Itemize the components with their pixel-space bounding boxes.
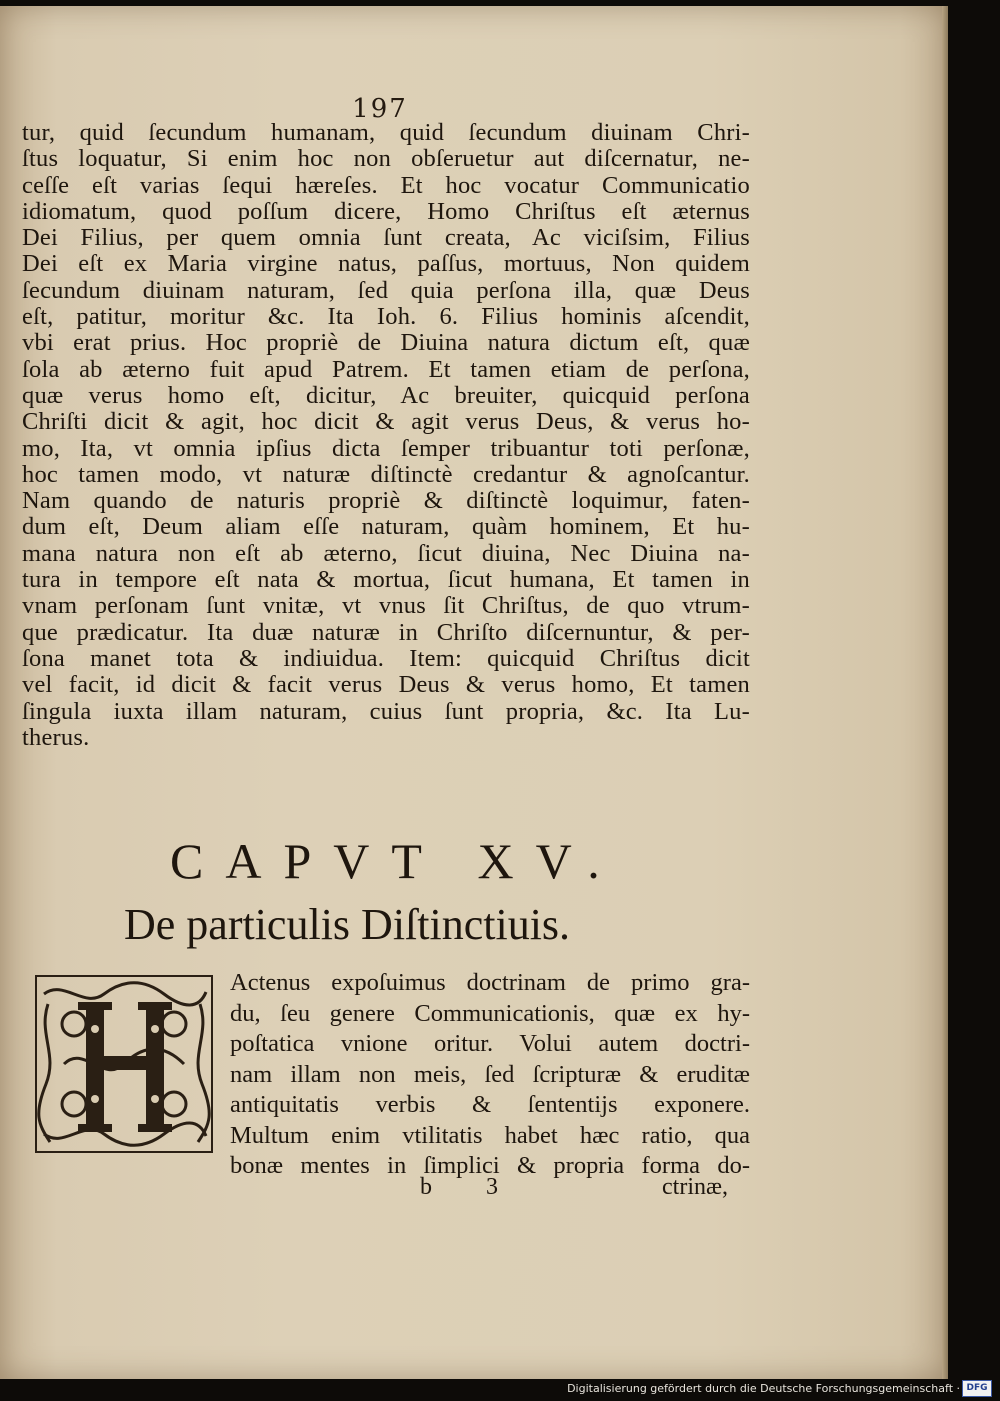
- body-line: Nam quando de naturis propriè & diſtinctè loquimur, faten-: [22, 487, 750, 515]
- body-line: ſola ab æterno fuit apud Patrem. Et tamen etiam de perſona,: [22, 355, 750, 383]
- body-line: hoc tamen modo, vt naturæ diſtinctè credantur & agnoſcantur.: [22, 460, 750, 488]
- page-number: 197: [352, 94, 408, 124]
- body-line: Dei Filius, per quem omnia ſunt creata, Ac viciſsim, Filius: [22, 224, 750, 252]
- body-line: que prædicatur. Ita duæ naturæ in Chriſto diſcernuntur, & per-: [22, 618, 750, 646]
- chapter-heading: CAPVT XV.: [170, 833, 622, 889]
- body-line: tura in tempore eſt nata & mortua, ſicut humana, Et tamen in: [22, 566, 750, 594]
- paragraph-line: antiquitatis verbis & ſententijs exponere.: [230, 1091, 750, 1118]
- body-line: Dei eſt ex Maria virgine natus, paſſus, mortuus, Non quidem: [22, 250, 750, 278]
- body-line: tur, quid ſecundum humanam, quid ſecundum diuinam Chri-: [22, 119, 750, 146]
- paragraph-text: [230, 968, 750, 1182]
- body-line: vel facit, id dicit & facit verus Deus & verus homo, Et tamen: [22, 671, 750, 699]
- paragraph-line: du, ſeu genere Communicationis, quæ ex hy-: [230, 999, 750, 1027]
- book-page: [0, 6, 948, 1379]
- body-line: mana natura non eſt ab æterno, ſicut diuina, Nec Diuina na-: [22, 539, 750, 567]
- body-line: ſona manet tota & indiuidua. Item: quicquid Chriſtus dicit: [22, 644, 750, 672]
- paragraph-line: nam illam non meis, ſed ſcripturæ & eruditæ: [230, 1060, 750, 1088]
- body-line: idiomatum, quod poſſum dicere, Homo Chriſtus eſt æternus: [22, 197, 750, 225]
- paragraph-line: poſtatica vnione oritur. Volui autem doctri-: [230, 1030, 750, 1057]
- decorated-initial-h-icon: [34, 974, 214, 1154]
- body-line: quæ verus homo eſt, dicitur, Ac breuiter, quicquid perſona: [22, 381, 750, 409]
- body-line: ſtus loquatur, Si enim hoc non obſeruetur aut diſcernatur, ne-: [22, 145, 750, 173]
- dfg-logo: DFG: [962, 1380, 992, 1397]
- body-line: vnam perſonam ſunt vnitæ, vt vnus ſit Chriſtus, de quo vtrum-: [22, 592, 750, 620]
- body-text: [22, 120, 750, 751]
- body-line: ſecundum diuinam naturam, ſed quia perſona illa, quæ Deus: [22, 276, 750, 304]
- body-line: ceſſe eſt varias ſequi hæreſes. Et hoc vocatur Communicatio: [22, 171, 750, 199]
- signature-mark: b 3: [420, 1174, 522, 1200]
- digitization-credit: Digitalisierung gefördert durch die Deutsche Forschungsgemeinschaft ·: [567, 1382, 960, 1395]
- body-line: vbi erat prius. Hoc propriè de Diuina natura dictum eſt, quæ: [22, 329, 750, 357]
- page-edge: [942, 6, 948, 1379]
- body-line: Chriſti dicit & agit, hoc dicit & agit verus Deus, & verus ho-: [22, 408, 750, 436]
- catchword: ctrinæ,: [662, 1174, 728, 1200]
- body-line: dum eſt, Deum aliam eſſe naturam, quàm hominem, Et hu-: [22, 513, 750, 541]
- body-line: eſt, patitur, moritur &c. Ita Ioh. 6. Filius hominis aſcendit,: [22, 303, 750, 331]
- chapter-subtitle: De particulis Diſtinctiuis.: [124, 900, 571, 949]
- paragraph-line: Actenus expoſuimus doctrinam de primo gra-: [230, 969, 750, 996]
- paragraph-line: bonæ mentes in ſimplici & propria forma do-: [230, 1152, 750, 1179]
- body-line: ſingula iuxta illam naturam, cuius ſunt propria, &c. Ita Lu-: [22, 697, 750, 725]
- body-line: mo, Ita, vt omnia ipſius dicta ſemper tribuantur toti perſonæ,: [22, 434, 750, 462]
- body-line: therus.: [22, 723, 90, 751]
- paragraph-line: Multum enim vtilitatis habet hæc ratio, qua: [230, 1121, 750, 1149]
